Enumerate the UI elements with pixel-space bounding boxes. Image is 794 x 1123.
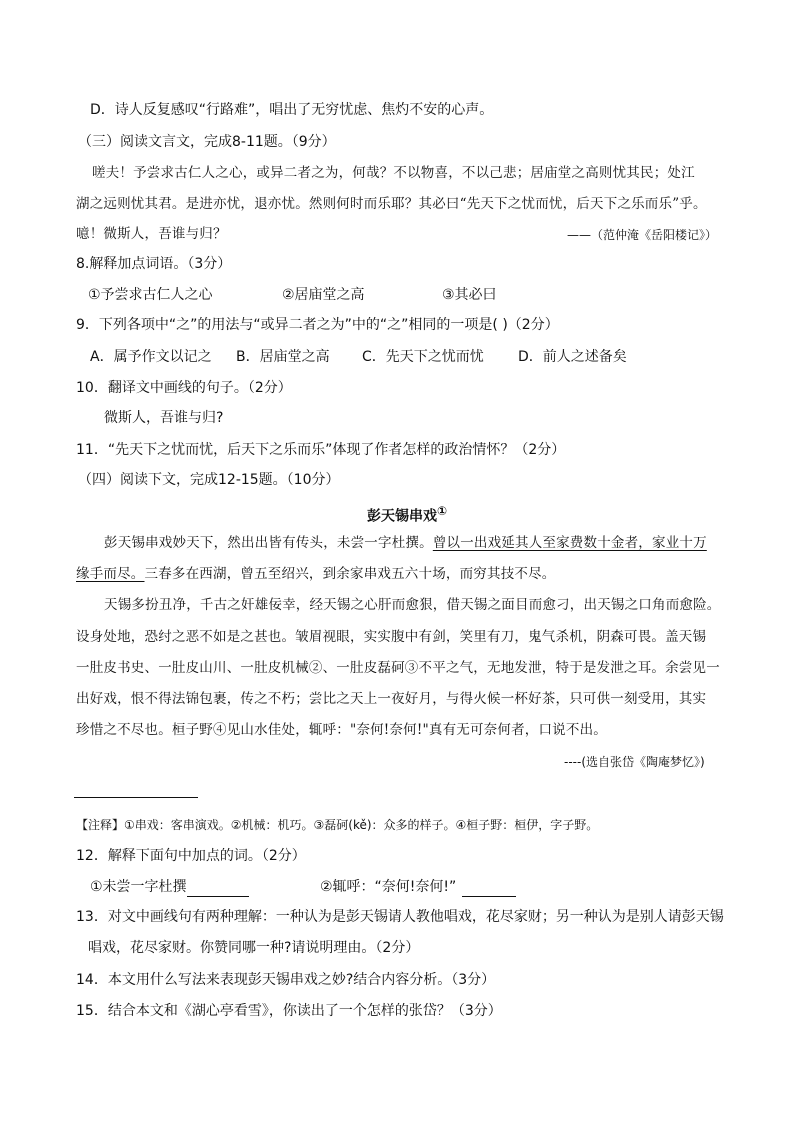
underlined-sentence: 缘手而尽。 xyxy=(76,566,145,582)
q9-option: A．属予作文以记之 xyxy=(90,349,212,365)
q15-stem: 15．结合本文和《湖心亭看雪》，你读出了一个怎样的张岱？（3分） xyxy=(76,1003,502,1019)
article-line: 珍惜之不尽也。桓子野④见山水佳处，辄呼："奈何!奈何!"真有无可奈何者，口说不出。 xyxy=(76,722,607,738)
q12-item xyxy=(90,877,249,897)
q12-item-text: ①未尝一字杜撰 xyxy=(90,879,187,895)
article-line xyxy=(104,533,707,553)
article-line: 一肚皮书史、一肚皮山川、一肚皮机械②、一肚皮磊砢③不平之气，无地发泄，特于是发泄之耳。余尝见一 xyxy=(76,660,720,676)
q13-line: 唱戏，花尽家财。你赞同哪一种?请说明理由。（2分） xyxy=(88,940,420,956)
article-title xyxy=(367,501,447,527)
q8-item: ①予尝求古仁人之心 xyxy=(88,287,213,303)
article-line: 设身处地，恐纣之恶不如是之甚也。皱眉视眼，实实腹中有剑，笑里有刀，鬼气杀机，阴森可畏。盖天锡 xyxy=(76,629,707,645)
q9-option: D．前人之述备矣 xyxy=(518,349,627,365)
underlined-sentence: 曾以一出戏延其人至家费数十金者，家业十万 xyxy=(432,535,707,551)
passage-source: ——（范仲淹《岳阳楼记》） xyxy=(567,228,718,242)
article-line: 天锡多扮丑净，千古之奸雄佞幸，经天锡之心肝而愈狠，借天锡之面目而愈刁，出天锡之口角而愈险。 xyxy=(104,597,721,613)
annotation: 【注释】①串戏：客串演戏。②机械：机巧。③磊砢(kě)：众多的样子。④桓子野：桓伊，字子野。 xyxy=(76,818,599,832)
q9-option: C．先天下之忧而忧 xyxy=(362,349,484,365)
q9-stem: 9．下列各项中“之”的用法与“或异二者之为”中的“之”相同的一项是( )（2分） xyxy=(76,317,559,333)
q12-stem: 12．解释下面句中加点的词。（2分） xyxy=(76,848,306,864)
q13-line: 13．对文中画线句有两种理解：一种认为是彭天锡请人教他唱戏，花尽家财；另一种认为是别人请彭天锡 xyxy=(76,909,724,925)
q11-stem: 11．“先天下之忧而忧，后天下之乐而乐”体现了作者怎样的政治情怀？（2分） xyxy=(76,442,566,458)
article-source: ----(选自张岱《陶庵梦忆》) xyxy=(564,755,705,769)
article-text: 三春多在西湖，曾五至绍兴，到余家串戏五六十场，而穷其技不尽。 xyxy=(144,566,556,582)
section4-heading: （四）阅读下文，完成12-15题。（10分） xyxy=(78,472,340,488)
q10-sentence: 微斯人，吾谁与归? xyxy=(104,410,224,426)
section3-heading: （三）阅读文言文，完成8-11题。（9分） xyxy=(78,134,336,150)
q12-item-text: ②辄呼：“奈何!奈何!” xyxy=(320,879,457,895)
passage-line: 湖之远则忧其君。是进亦忧，退亦忧。然则何时而乐耶？其必曰“先天下之忧而忧，后天下之乐而乐”乎。 xyxy=(76,196,707,212)
answer-blank[interactable] xyxy=(462,882,516,897)
q10-stem: 10．翻译文中画线的句子。（2分） xyxy=(76,380,292,396)
q8-stem: 8.解释加点词语。（3分） xyxy=(76,256,232,272)
article-line xyxy=(76,564,556,584)
q8-item: ②居庙堂之高 xyxy=(282,287,365,303)
article-text: 彭天锡串戏妙天下，然出出皆有传头，未尝一字杜撰。 xyxy=(104,535,433,551)
q8-item: ③其必曰 xyxy=(442,287,497,303)
passage-line: 嗟夫！予尝求古仁人之心，或异二者之为，何哉？不以物喜，不以己悲；居庙堂之高则忧其民；处江 xyxy=(92,165,695,181)
answer-blank[interactable] xyxy=(187,882,249,897)
q14-stem: 14．本文用什么写法来表现彭天锡串戏之妙?结合内容分析。（3分） xyxy=(76,972,496,988)
title-footnote-mark: ① xyxy=(437,504,448,518)
footnote-divider xyxy=(74,797,198,798)
passage-line: 噫！微斯人，吾谁与归？ xyxy=(76,226,227,242)
article-line: 出好戏，恨不得法锦包裹，传之不朽；尝比之天上一夜好月，与得火候一杯好茶，只可供一刻受用，其实 xyxy=(76,691,707,707)
article-title-text: 彭天锡串戏 xyxy=(367,508,437,525)
q9-option: B．居庙堂之高 xyxy=(236,349,330,365)
q12-item xyxy=(320,877,516,897)
poem-option-d: D．诗人反复感叹“行路难”，唱出了无穷忧虑、焦灼不安的心声。 xyxy=(90,102,494,118)
